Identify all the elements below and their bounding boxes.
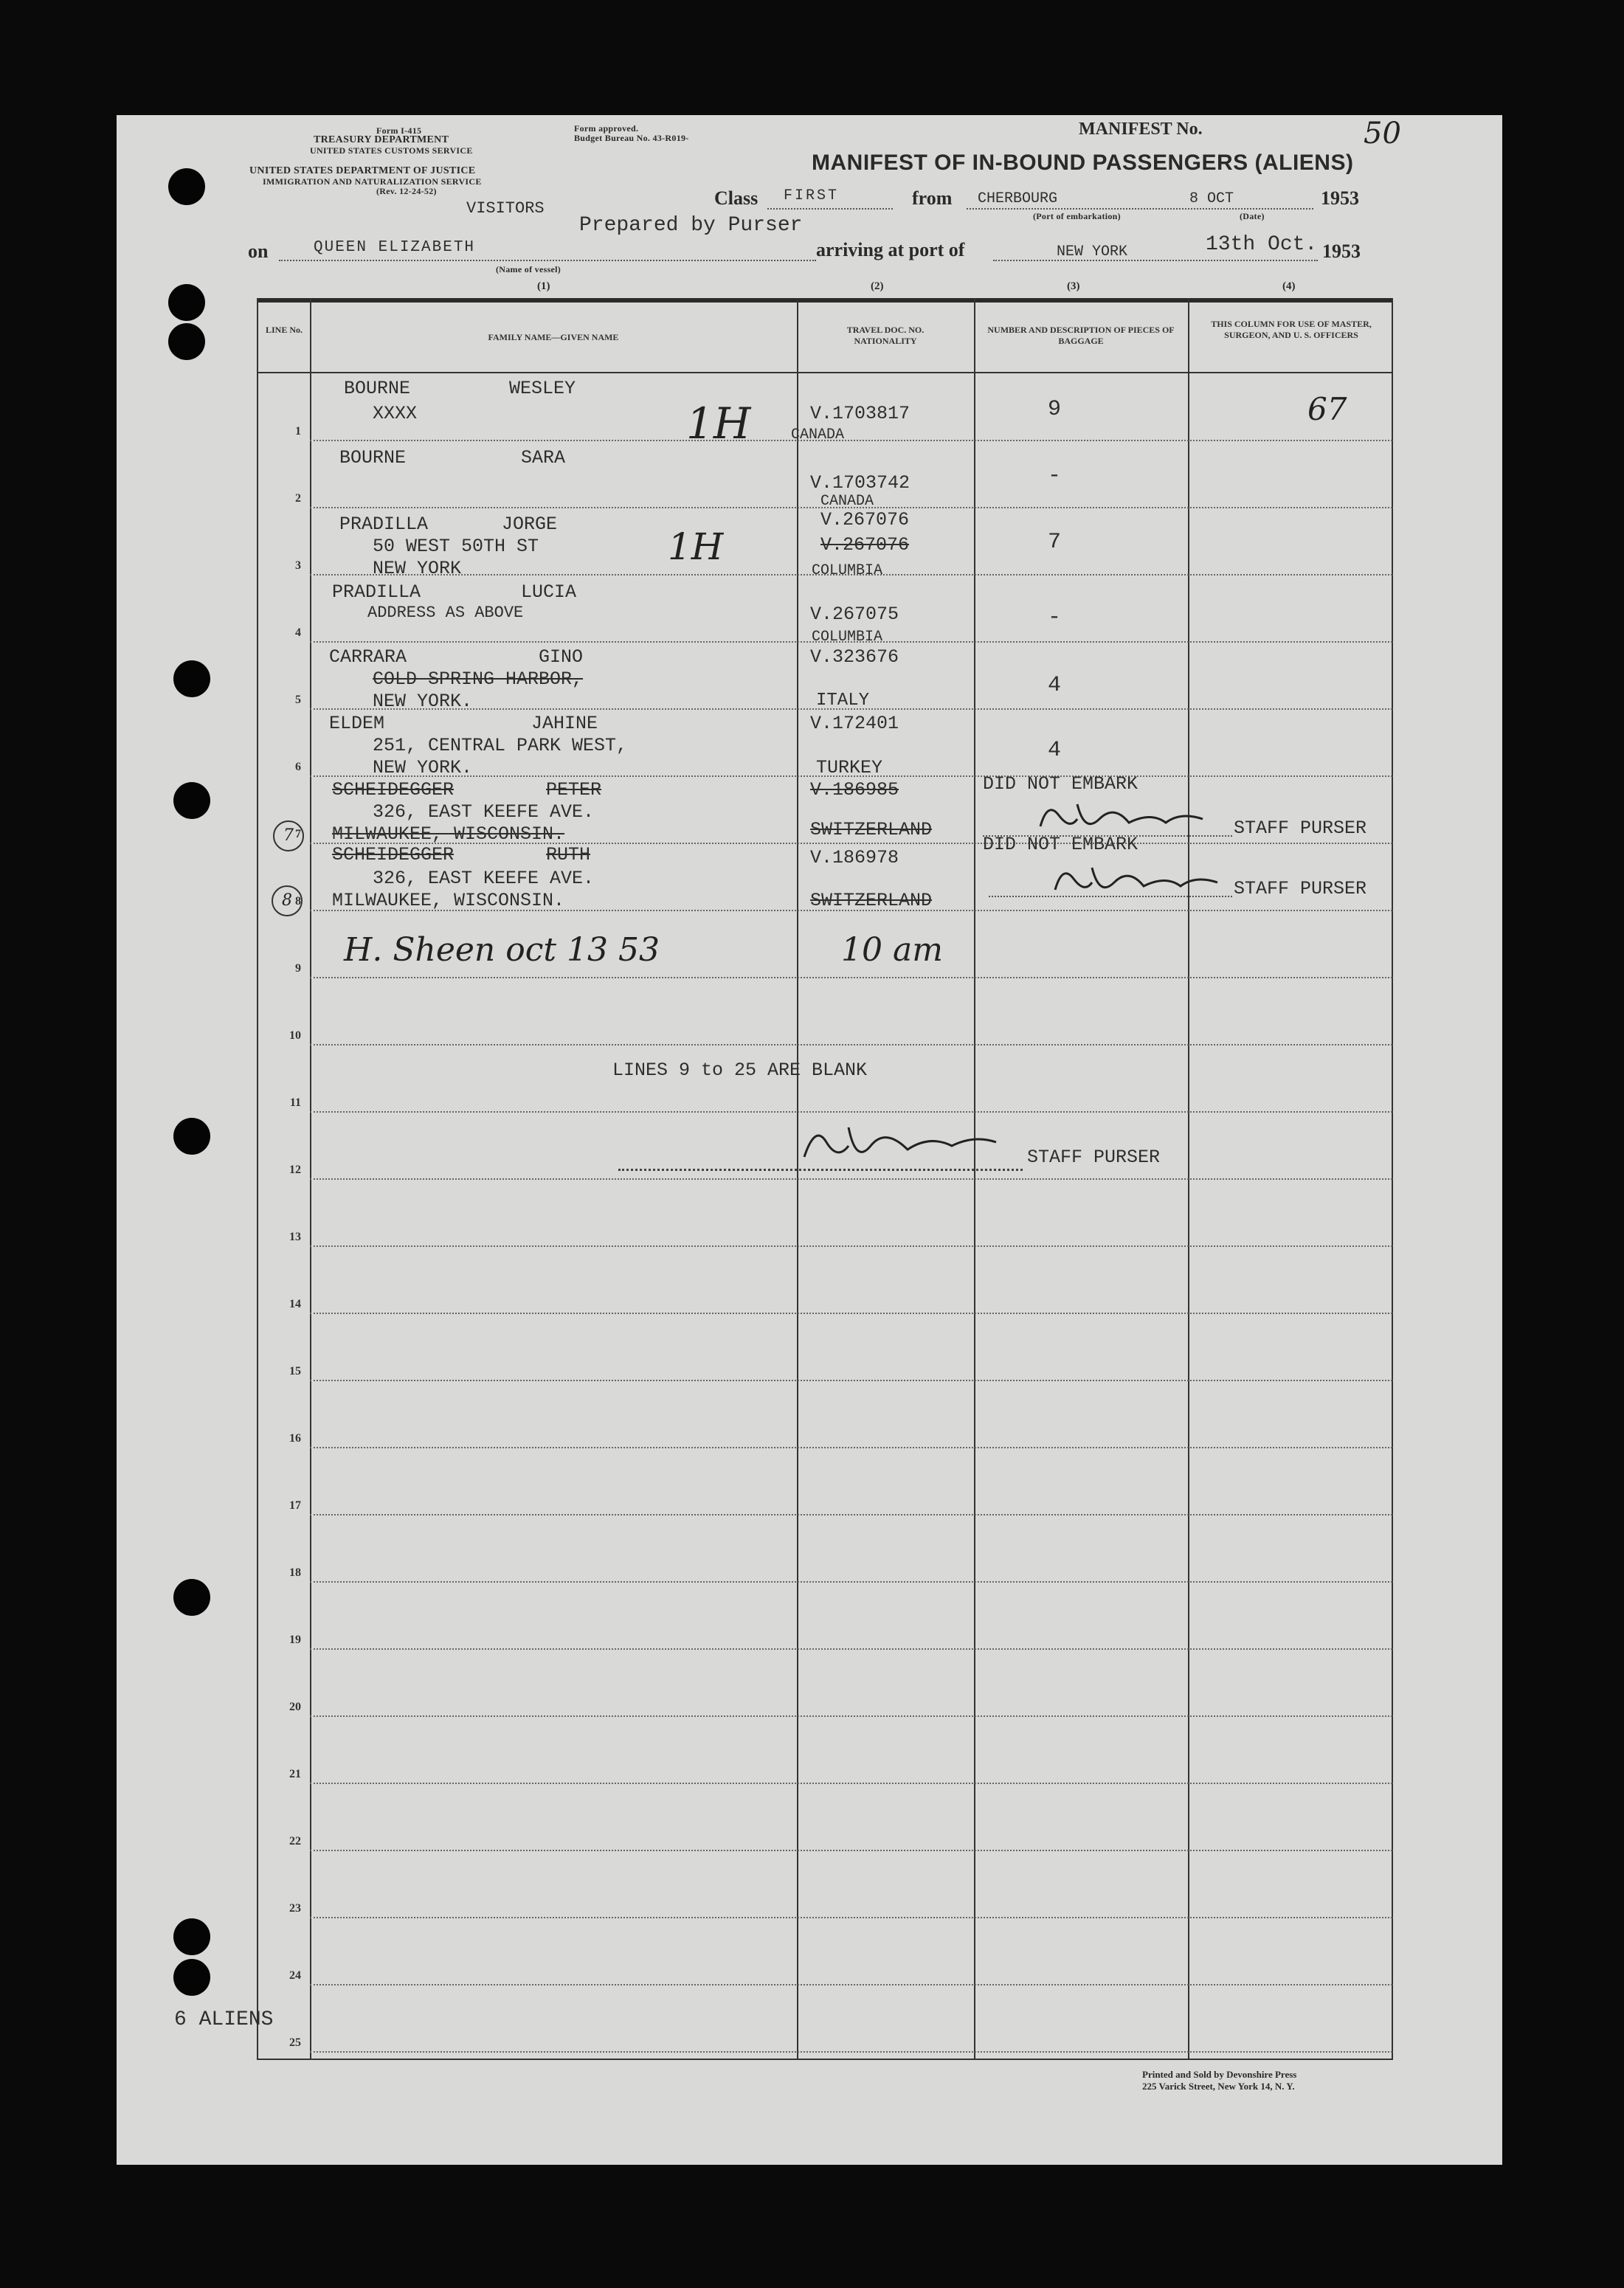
header-officers: THIS COLUMN FOR USE OF MASTER, SURGEON, AND U. S. OFFICERS [1211, 319, 1372, 340]
entry-4-address-1: ADDRESS AS ABOVE [367, 604, 524, 622]
entry-8-family: SCHEIDEGGER [332, 844, 455, 865]
arrival-year: 1953 [1322, 241, 1361, 262]
punch-hole [173, 1118, 210, 1155]
entry-2-given: SARA [521, 447, 566, 469]
line-number: 18 [289, 1566, 301, 1579]
manifest-number-label: MANIFEST No. [1079, 120, 1203, 139]
header-baggage: NUMBER AND DESCRIPTION OF PIECES OF BAGGAGE [987, 325, 1175, 346]
entry-6-given: JAHINE [531, 713, 598, 734]
entry-6-address-1: 251, CENTRAL PARK WEST, [373, 735, 628, 756]
row-rule [310, 1783, 1392, 1784]
entry-1-doc: V.1703817 [810, 403, 911, 424]
line-number: 23 [289, 1902, 301, 1915]
entry-3-family: PRADILLA [339, 514, 429, 535]
entry-7-doc: V.186985 [810, 779, 899, 801]
date-caption: (Date) [1240, 211, 1265, 221]
entry-5-baggage: 4 [1048, 673, 1062, 698]
row-rule [310, 1111, 1392, 1113]
line-number: 20 [289, 1701, 301, 1713]
aliens-count: 6 ALIENS [174, 2008, 274, 2031]
treasury-department: TREASURY DEPARTMENT [314, 134, 449, 145]
arriving-label: arriving at port of [816, 239, 965, 260]
blank-staff-purser: STAFF PURSER [1027, 1147, 1161, 1168]
column-number-1: (1) [537, 280, 550, 292]
line-number: 12 [289, 1164, 301, 1176]
entry-6-family: ELDEM [329, 713, 385, 734]
entry-3-address-1: 50 WEST 50TH ST [373, 536, 539, 557]
header-bottom-rule [257, 372, 1393, 373]
entry-3-baggage: 7 [1048, 530, 1062, 555]
arrival-date: 13th Oct. [1206, 233, 1318, 256]
entry-8-staff-purser: STAFF PURSER [1234, 878, 1367, 899]
entry-2-nationality: CANADA [820, 493, 874, 510]
entry-8-signature [1048, 860, 1240, 908]
entry-5-given: GINO [539, 646, 584, 668]
embark-date: 8 OCT [1189, 190, 1234, 207]
entry-5-family: CARRARA [329, 646, 407, 668]
entry-1-family: BOURNE [344, 378, 411, 399]
entry-3-doc: V.267076 [820, 509, 910, 530]
line-number: 16 [289, 1432, 301, 1445]
row-rule [310, 2051, 1392, 2053]
department-of-justice: UNITED STATES DEPARTMENT OF JUSTICE [249, 165, 476, 176]
row-rule [310, 1447, 1392, 1448]
row-rule [310, 1380, 1392, 1381]
row-rule [310, 1044, 1392, 1046]
printer-line-1: Printed and Sold by Devonshire Press [1142, 2069, 1297, 2080]
row-rule [310, 440, 1392, 441]
row-rule [310, 1917, 1392, 1918]
manifest-number: 50 [1364, 117, 1401, 151]
budget-bureau: Budget Bureau No. 43-R019- [574, 133, 689, 143]
column-number-3: (3) [1067, 280, 1080, 292]
entry-6-doc: V.172401 [810, 713, 899, 734]
handwritten-inspector-note: H. Sheen oct 13 53 [344, 931, 660, 969]
row-rule [310, 1850, 1392, 1851]
port-line [993, 260, 1318, 261]
entry-5-address-1: COLD SPRING HARBOR, [373, 668, 584, 690]
row-rule [310, 977, 1392, 978]
column-number-4: (4) [1282, 280, 1296, 292]
circle-8-text: 8 [282, 891, 292, 910]
entry-7-nationality: SWITZERLAND [810, 819, 933, 840]
entry-3-given: JORGE [502, 514, 558, 535]
entry-8-note: DID NOT EMBARK [983, 834, 1138, 855]
from-label: from [912, 187, 953, 209]
punch-hole [173, 660, 210, 697]
customs-service: UNITED STATES CUSTOMS SERVICE [310, 145, 473, 156]
line-number: 17 [289, 1499, 301, 1512]
class-line [767, 208, 893, 210]
entry-2-family: BOURNE [339, 447, 407, 469]
handwritten-1h-b: 1H [668, 525, 724, 568]
on-label: on [248, 241, 269, 262]
entry-7-family: SCHEIDEGGER [332, 779, 455, 801]
punch-hole [168, 168, 205, 205]
line-number: 5 [295, 694, 301, 706]
line-number: 19 [289, 1634, 301, 1646]
entry-1-nationality: CANADA [791, 426, 845, 443]
punch-hole [173, 782, 210, 819]
handwritten-1h-a: 1H [686, 398, 751, 449]
entry-3-address-2: NEW YORK [373, 558, 462, 579]
from-line [967, 208, 1313, 210]
printer-line-2: 225 Varick Street, New York 14, N. Y. [1142, 2081, 1295, 2092]
entry-1-given: WESLEY [509, 378, 576, 399]
entry-7-note: DID NOT EMBARK [983, 773, 1138, 795]
embark-year: 1953 [1321, 187, 1359, 209]
vessel-caption: (Name of vessel) [496, 264, 562, 274]
port-embarkation-caption: (Port of embarkation) [1033, 211, 1121, 221]
punch-hole [173, 1918, 210, 1955]
entry-3-nationality: COLUMBIA [812, 562, 883, 579]
entry-7-given: PETER [546, 779, 602, 801]
entry-8-circled-number [272, 885, 303, 916]
line-number: 15 [289, 1365, 301, 1378]
row-rule [310, 1178, 1392, 1180]
line-number: 1 [295, 425, 301, 438]
punch-hole [168, 323, 205, 360]
visitors-label: VISITORS [466, 199, 545, 218]
naturalization-service: IMMIGRATION AND NATURALIZATION SERVICE [263, 176, 482, 187]
manifest-title: MANIFEST OF IN-BOUND PASSENGERS (ALIENS) [812, 151, 1354, 175]
line-number: 2 [295, 492, 301, 505]
line-number: 10 [289, 1029, 301, 1042]
row-rule [310, 1313, 1392, 1314]
row-rule [310, 1245, 1392, 1247]
line-number: 24 [289, 1969, 301, 1982]
entry-4-nationality: COLUMBIA [812, 629, 883, 646]
entry-2-doc: V.1703742 [810, 472, 911, 494]
blank-signature [797, 1120, 1003, 1175]
entry-8-address-1: 326, EAST KEEFE AVE. [373, 868, 595, 889]
entry-5-nationality: ITALY [816, 691, 870, 711]
row-rule [310, 1514, 1392, 1515]
table-top-rule [257, 298, 1393, 303]
entry-4-given: LUCIA [521, 581, 577, 603]
punch-hole [173, 1579, 210, 1616]
entry-1-extra: XXXX [373, 403, 418, 424]
column-number-2: (2) [871, 280, 884, 292]
entry-7-circled-number [273, 820, 304, 851]
class-label: Class [714, 187, 759, 209]
line-number: 3 [295, 559, 301, 572]
blank-lines-note: LINES 9 to 25 ARE BLANK [612, 1060, 868, 1081]
line-number: 7 [295, 828, 301, 840]
handwritten-time: 10 am [841, 931, 943, 969]
row-rule [310, 1715, 1392, 1717]
entry-6-nationality: TURKEY [816, 757, 883, 778]
line-number: 14 [289, 1298, 301, 1310]
entry-5-doc: V.323676 [810, 646, 899, 668]
entry-8-address-2: MILWAUKEE, WISCONSIN. [332, 890, 565, 911]
entry-1-officer-number: 67 [1307, 391, 1347, 427]
entry-4-doc: V.267075 [810, 604, 899, 625]
entry-6-address-2: NEW YORK. [373, 757, 473, 778]
line-number: 8 [295, 895, 301, 908]
line-number: 21 [289, 1768, 301, 1780]
line-number: 22 [289, 1835, 301, 1848]
line-number: 11 [289, 1096, 301, 1109]
line-number: 13 [289, 1231, 301, 1243]
header-travel-doc: TRAVEL DOC. NO. NATIONALITY [846, 325, 925, 346]
prepared-by: Prepared by Purser [579, 214, 803, 237]
entry-8-doc: V.186978 [810, 847, 899, 868]
entry-8-given: RUTH [546, 844, 591, 865]
line-number: 25 [289, 2036, 301, 2049]
entry-4-baggage: - [1048, 605, 1062, 630]
vessel-line [279, 260, 816, 261]
punch-hole [168, 284, 205, 321]
entry-3-doc-struck: V.267076 [820, 534, 910, 556]
form-number: Form I-415 [376, 125, 422, 136]
entry-5-address-2: NEW YORK. [373, 691, 473, 712]
entry-1-baggage: 9 [1048, 397, 1062, 422]
line-number: 6 [295, 761, 301, 773]
from-value: CHERBOURG [978, 190, 1058, 207]
form-approved: Form approved. [574, 123, 639, 134]
entry-8-nationality: SWITZERLAND [810, 890, 933, 911]
line-number: 9 [295, 962, 301, 975]
line-number: 4 [295, 626, 301, 639]
entry-7-staff-purser: STAFF PURSER [1234, 818, 1367, 839]
entry-4-family: PRADILLA [332, 581, 421, 603]
entry-7-address-1: 326, EAST KEEFE AVE. [373, 801, 595, 823]
circle-7-text: 7 [283, 826, 294, 845]
row-rule [310, 1984, 1392, 1985]
vessel-name: QUEEN ELIZABETH [314, 239, 476, 256]
class-value: FIRST [784, 187, 840, 204]
header-line-no: LINE No. [265, 325, 303, 335]
row-rule [310, 1648, 1392, 1650]
arrival-port: NEW YORK [1057, 243, 1128, 260]
row-rule [310, 1581, 1392, 1583]
entry-2-baggage: - [1048, 463, 1062, 488]
entry-7-address-2: MILWAUKEE, WISCONSIN. [332, 823, 565, 845]
header-family-name: FAMILY NAME—GIVEN NAME [488, 332, 619, 342]
entry-6-baggage: 4 [1048, 738, 1062, 763]
revision-date: (Rev. 12-24-52) [376, 186, 437, 196]
table-bottom-rule [257, 2059, 1393, 2060]
